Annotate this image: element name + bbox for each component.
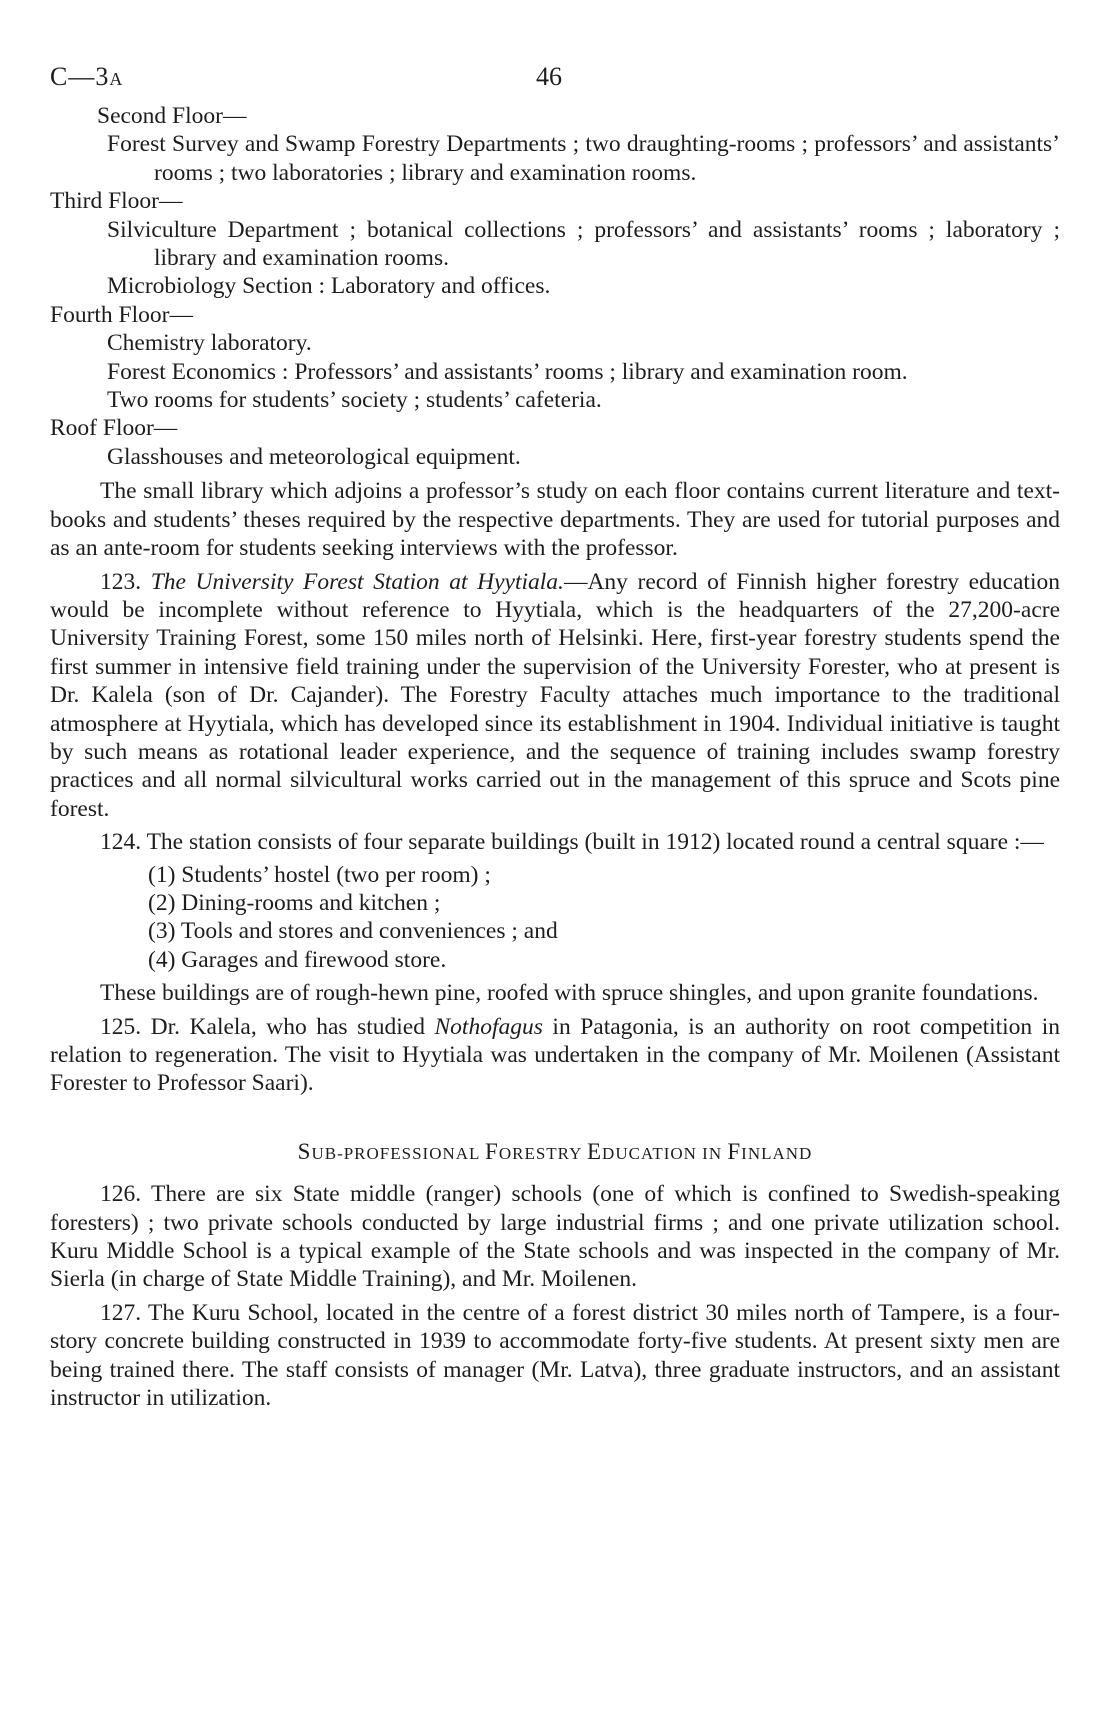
heading-small-caps: ORESTRY [498, 1143, 587, 1163]
document-reference [50, 62, 123, 92]
paragraph-125 [50, 1013, 1060, 1098]
list-item: (4) Garages and firewood store. [148, 946, 447, 973]
floor-entry: Two rooms for students’ society ; students’ cafeteria. [107, 387, 602, 414]
heading-capital: S [297, 1138, 312, 1164]
buildings-list [50, 861, 1060, 975]
page-number: 46 [536, 62, 562, 91]
heading-small-caps: INLAND [741, 1143, 813, 1163]
list-item: (3) Tools and stores and conveniences ; and [148, 918, 558, 945]
paragraph-library: The small library which adjoins a professor’s study on each floor contains current literature and text-books and students’ theses required by the respective departments. They are used for tutorial purposes and as an ante-room for students seeking interviews with the professor. [50, 478, 1060, 562]
paragraph-title: The University Forest Station at Hyytiala. [150, 568, 564, 595]
section-heading [50, 1138, 1060, 1168]
floor-entry: Chemistry laboratory. [107, 330, 312, 357]
list-item: (2) Dining-rooms and kitchen ; [148, 889, 441, 916]
paragraph-number: 123. [100, 568, 142, 595]
floor-entry: Glasshouses and meteorological equipment. [107, 443, 521, 470]
page-body [50, 102, 1060, 1412]
floor-title: Second Floor— [97, 103, 247, 129]
heading-small-caps: DUCATION IN [602, 1143, 728, 1163]
reference-main: C—3 [50, 62, 110, 91]
floor-entry: Forest Economics : Professors’ and assistants’ rooms ; library and examination room. [107, 358, 908, 385]
heading-capital: F [727, 1138, 742, 1164]
genus-name: Nothofagus [434, 1013, 543, 1040]
paragraph-127: 127. The Kuru School, located in the centre of a forest district 30 miles north of Tampere, is a four-story concrete building constructed in 1939 to accommodate forty-five students. At present sixty men are being trained there. The staff consists of manager (Mr. Latva), three graduate instructors, and an assistant instructor in utilization. [50, 1299, 1060, 1412]
floor-entry: Silviculture Department ; botanical collections ; professors’ and assistants’ rooms ; laboratory ; library and examination rooms. [107, 216, 1060, 272]
list-item: (1) Students’ hostel (two per room) ; [148, 861, 491, 888]
floor-entry: Microbiology Section : Laboratory and offices. [107, 273, 551, 300]
paragraph-123 [50, 568, 1060, 824]
heading-small-caps: UB-PROFESSIONAL [311, 1143, 486, 1163]
paragraph-text: in Patagonia, is an authority on root competition in relation to regeneration. The visit to Hyytiala was undertaken in the company of Mr. Moilenen (Assistant Forester to Professor Saari). [50, 1013, 1060, 1097]
paragraph-126: 126. There are six State middle (ranger) schools (one of which is confined to Swedish-speaking foresters) ; two private schools conducted by large industrial firms ; and one private utilization school. Kuru Middle School is a typical example of the State schools and was inspected in the company of Mr. Sierla (in charge of State Middle Training), and Mr. Moilenen. [50, 1181, 1060, 1293]
paragraph-text: —Any record of Finnish higher forestry education would be incomplete without reference to Hyytiala, which is the headquarters of the 27,200-acre University Training Forest, some 150 miles north of Helsinki. Here, first-year forestry students spend the first summer in intensive field training under the supervision of the University Forester, who at present is Dr. Kalela (son of Dr. Cajander). The Forestry Faculty attaches much importance to the traditional atmosphere at Hyytiala, which has developed since its establishment in 1904. Individual initiative is taught by such means as rotational leader experience, and the sequence of training includes swamp forestry practices and all normal silvicultural works carried out in the management of this spruce and Scots pine forest. [50, 568, 1060, 822]
floor-entry: Forest Survey and Swamp Forestry Departments ; two draughting-rooms ; professors’ and assistants’ rooms ; two laboratories ; library and examination rooms. [107, 131, 1060, 186]
floor-list [50, 102, 1060, 471]
heading-capital: F [485, 1138, 499, 1164]
floor-title: Fourth Floor— [50, 301, 193, 328]
paragraph-text: 125. Dr. Kalela, who has studied [100, 1013, 435, 1040]
reference-suffix: A [109, 69, 124, 89]
heading-capital: E [586, 1138, 603, 1164]
floor-title: Roof Floor— [50, 415, 178, 442]
paragraph-buildings: These buildings are of rough-hewn pine, roofed with spruce shingles, and upon granite foundations. [100, 980, 1039, 1007]
floor-title: Third Floor— [50, 188, 183, 215]
paragraph-124: 124. The station consists of four separate buildings (built in 1912) located round a central square :— [100, 829, 1044, 856]
page-header [50, 62, 1060, 102]
